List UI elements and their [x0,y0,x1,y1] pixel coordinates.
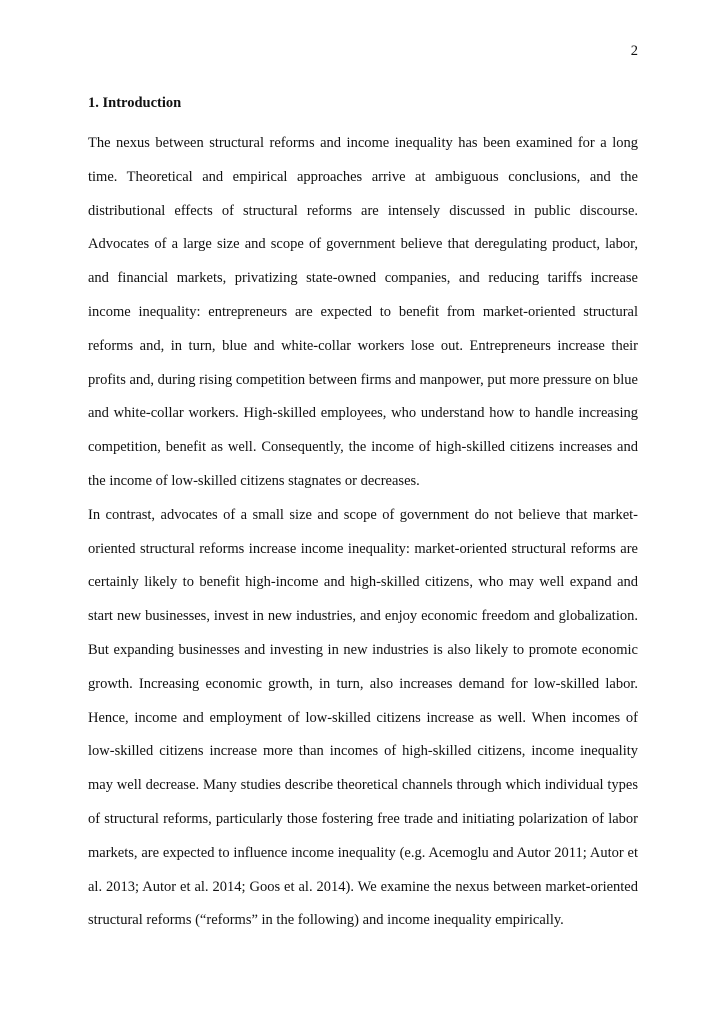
paragraph-1: The nexus between structural reforms and income inequality has been examined for a long time. Theoretical and empirical approaches arrive at ambiguous conclusions, and the distributional effects of structural reforms are intensely discussed in public discourse. Advocates of a large size and scope of government believe that deregulating product, labor, and financial markets, privatizing state-owned companies, and reducing tariffs increase income inequality: entrepreneurs are expected to benefit from market-oriented structural reforms and, in turn, blue and white-collar workers lose out. Entrepreneurs increase their profits and, during rising competition between firms and manpower, put more pressure on blue and white-collar workers. High-skilled employees, who understand how to handle increasing competition, benefit as well. Consequently, the income of high-skilled citizens increases and the income of low-skilled citizens stagnates or decreases. [88,135,638,489]
paragraph-2: In contrast, advocates of a small size and scope of government do not believe that market-oriented structural reforms increase income inequality: market-oriented structural reforms are certainly likely to benefit high-income and high-skilled citizens, who may well expand and start new businesses, invest in new industries, and enjoy economic freedom and globalization. But expanding businesses and investing in new industries is also likely to promote economic growth. Increasing economic growth, in turn, also increases demand for low-skilled labor. Hence, income and employment of low-skilled citizens increase as well. When incomes of low-skilled citizens increase more than incomes of high-skilled citizens, income inequality may well decrease. Many studies describe theoretical channels through which individual types of structural reforms, particularly those fostering free trade and initiating polarization of labor markets, are expected to influence income inequality (e.g. Acemoglu and Autor 2011; Autor et al. 2013; Autor et al. 2014; Goos et al. 2014). We examine the nexus between market-oriented structural reforms (“reforms” in the following) and income inequality empirically. [88,506,638,929]
introduction-section [88,93,638,938]
section-heading: 1. Introduction [88,95,182,111]
page-number: 2 [630,43,638,59]
